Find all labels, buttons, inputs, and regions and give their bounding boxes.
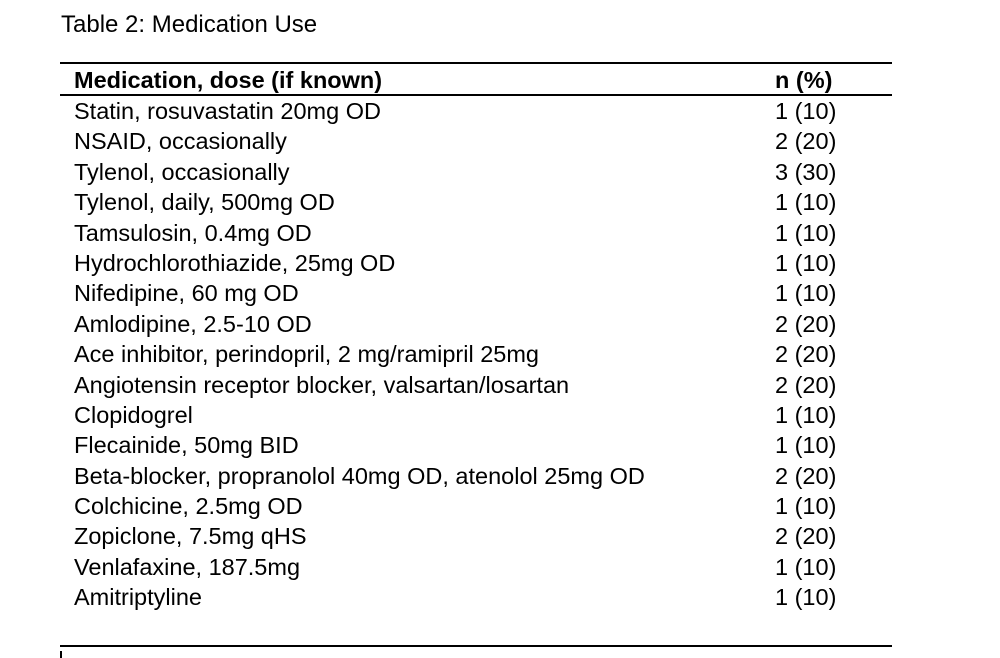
medication-cell: Clopidogrel bbox=[74, 401, 193, 428]
page-edge-mark bbox=[60, 651, 62, 658]
count-cell: 1 (10) bbox=[775, 98, 837, 124]
table-caption: Table 2: Medication Use bbox=[61, 11, 318, 38]
count-cell: 1 (10) bbox=[775, 432, 837, 459]
count-cell: 1 (10) bbox=[775, 249, 837, 276]
medication-cell: Colchicine, 2.5mg OD bbox=[74, 493, 303, 520]
table-row bbox=[60, 461, 892, 491]
count-cell: 2 (20) bbox=[775, 462, 837, 489]
table-row bbox=[60, 248, 892, 278]
table-row bbox=[60, 582, 892, 612]
table-row bbox=[60, 370, 892, 400]
table-header-row bbox=[60, 64, 892, 94]
count-cell: 2 (20) bbox=[775, 128, 837, 155]
medication-cell: Flecainide, 50mg BID bbox=[74, 432, 299, 459]
table-row bbox=[60, 309, 892, 339]
count-cell: 2 (20) bbox=[775, 523, 837, 550]
medication-cell: Venlafaxine, 187.5mg bbox=[74, 553, 301, 580]
count-cell: 1 (10) bbox=[775, 401, 837, 428]
medication-cell: Nifedipine, 60 mg OD bbox=[74, 280, 299, 307]
table-row bbox=[60, 96, 892, 126]
count-cell: 1 (10) bbox=[775, 553, 837, 580]
medication-cell: Statin, rosuvastatin 20mg OD bbox=[74, 98, 381, 124]
table-row bbox=[60, 157, 892, 187]
medication-cell: Angiotensin receptor blocker, valsartan/losartan bbox=[74, 371, 570, 398]
table-row bbox=[60, 491, 892, 521]
medication-table bbox=[60, 62, 892, 613]
medication-cell: Amlodipine, 2.5-10 OD bbox=[74, 310, 312, 337]
medication-cell: NSAID, occasionally bbox=[74, 128, 287, 155]
medication-cell: Tylenol, daily, 500mg OD bbox=[74, 189, 335, 216]
header-medication: Medication, dose (if known) bbox=[74, 67, 383, 93]
medication-cell: Zopiclone, 7.5mg qHS bbox=[74, 523, 307, 550]
count-cell: 1 (10) bbox=[775, 493, 837, 520]
table-row bbox=[60, 126, 892, 156]
bottom-rule bbox=[60, 645, 892, 647]
medication-cell: Hydrochlorothiazide, 25mg OD bbox=[74, 249, 396, 276]
count-cell: 2 (20) bbox=[775, 341, 837, 368]
table-row bbox=[60, 430, 892, 460]
table-body bbox=[60, 96, 892, 613]
count-cell: 2 (20) bbox=[775, 371, 837, 398]
count-cell: 1 (10) bbox=[775, 189, 837, 216]
count-cell: 1 (10) bbox=[775, 280, 837, 307]
table-row bbox=[60, 552, 892, 582]
header-n-percent: n (%) bbox=[775, 67, 833, 93]
medication-cell: Beta-blocker, propranolol 40mg OD, atenolol 25mg OD bbox=[74, 462, 645, 489]
table-row bbox=[60, 521, 892, 551]
table-row bbox=[60, 339, 892, 369]
table-row bbox=[60, 400, 892, 430]
medication-cell: Tylenol, occasionally bbox=[74, 158, 290, 185]
medication-cell: Tamsulosin, 0.4mg OD bbox=[74, 219, 312, 246]
table-row bbox=[60, 278, 892, 308]
count-cell: 2 (20) bbox=[775, 310, 837, 337]
count-cell: 3 (30) bbox=[775, 158, 837, 185]
table-row bbox=[60, 187, 892, 217]
medication-cell: Amitriptyline bbox=[74, 584, 202, 611]
count-cell: 1 (10) bbox=[775, 219, 837, 246]
table-row bbox=[60, 218, 892, 248]
count-cell: 1 (10) bbox=[775, 584, 837, 611]
medication-cell: Ace inhibitor, perindopril, 2 mg/ramipril 25mg bbox=[74, 341, 539, 368]
